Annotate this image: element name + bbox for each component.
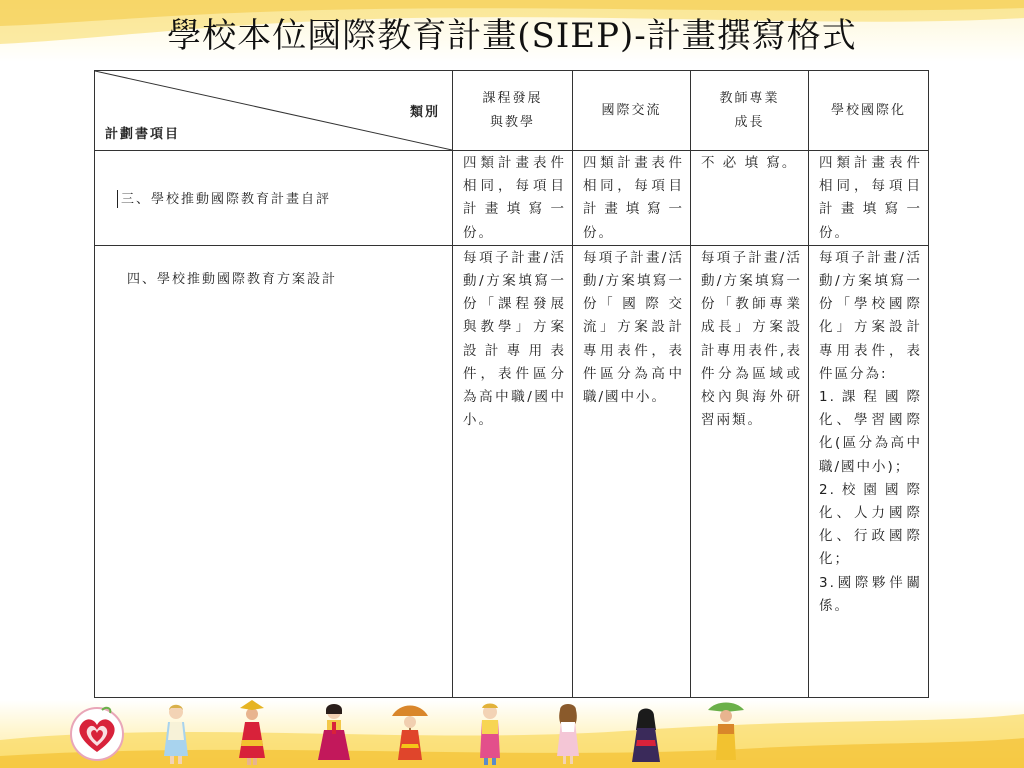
row-item-text: 三、學校推動國際教育計畫自評 xyxy=(121,191,332,207)
column-header-text: 國際交流 xyxy=(601,102,662,118)
doll-3 xyxy=(314,700,354,766)
table-cell: 四類計畫表件相同，每項目計畫填寫一份。 xyxy=(573,151,691,246)
doll-2 xyxy=(232,700,272,766)
table-cell: 每項子計畫/活動/方案填寫一份「學校國際化」方案設計專用表件，表件區分為: 1.課程國際化、學習國際化(區分為高中職/國中小)； 2.校園國際化、人力國際化、行政國際化； 3.國際夥伴關係。 xyxy=(809,245,929,697)
doll-5 xyxy=(470,700,510,766)
plan-format-table xyxy=(94,70,929,698)
corner-header-cell xyxy=(95,71,453,151)
slide-title: 學校本位國際教育計畫(SIEP)-計畫撰寫格式 xyxy=(167,16,857,56)
row-item-text: 四、學校推動國際教育方案設計 xyxy=(127,271,338,287)
doll-7 xyxy=(626,700,666,766)
column-header-school-internationalization xyxy=(809,71,929,151)
plan-item-label: 計劃書項目 xyxy=(105,127,181,142)
column-header-curriculum xyxy=(453,71,573,151)
column-header-text: 課程發展 與教學 xyxy=(482,90,543,130)
doll-1 xyxy=(156,700,196,766)
table-cell: 四類計畫表件相同，每項目計畫填寫一份。 xyxy=(809,151,929,246)
table-cell: 四類計畫表件相同，每項目計畫填寫一份。 xyxy=(453,151,573,246)
table-cell: 每項子計畫/活動/方案填寫一份「 國 際 交流」方案設計專用表件，表件區分為高中職/國中小。 xyxy=(573,245,691,697)
row-item-label xyxy=(95,151,453,246)
row-item-label xyxy=(95,245,453,697)
table-cell: 不 必 填 寫。 xyxy=(691,151,809,246)
column-header-text: 教師專業 成長 xyxy=(719,90,780,130)
text-cursor xyxy=(117,190,118,208)
table-cell: 每項子計畫/活動/方案填寫一份「教師專業成長」方案設計專用表件,表件分為區域或校內與海外研習兩類。 xyxy=(691,245,809,697)
category-label: 類別 xyxy=(409,105,440,120)
doll-8 xyxy=(706,700,746,766)
table-cell: 每項子計畫/活動/方案填寫一份「課程發展與教學」方案設計專用表件，表件區分為高中職/國中小。 xyxy=(453,245,573,697)
table-row xyxy=(95,245,929,697)
doll-4 xyxy=(390,700,430,766)
column-header-text: 學校國際化 xyxy=(830,102,906,118)
doll-6 xyxy=(548,700,588,766)
table-header-row xyxy=(95,71,929,151)
column-header-exchange xyxy=(573,71,691,151)
footer-swoosh xyxy=(0,700,1024,768)
heart-logo-icon xyxy=(66,704,128,762)
column-header-teacher-development xyxy=(691,71,809,151)
table-row xyxy=(95,151,929,246)
